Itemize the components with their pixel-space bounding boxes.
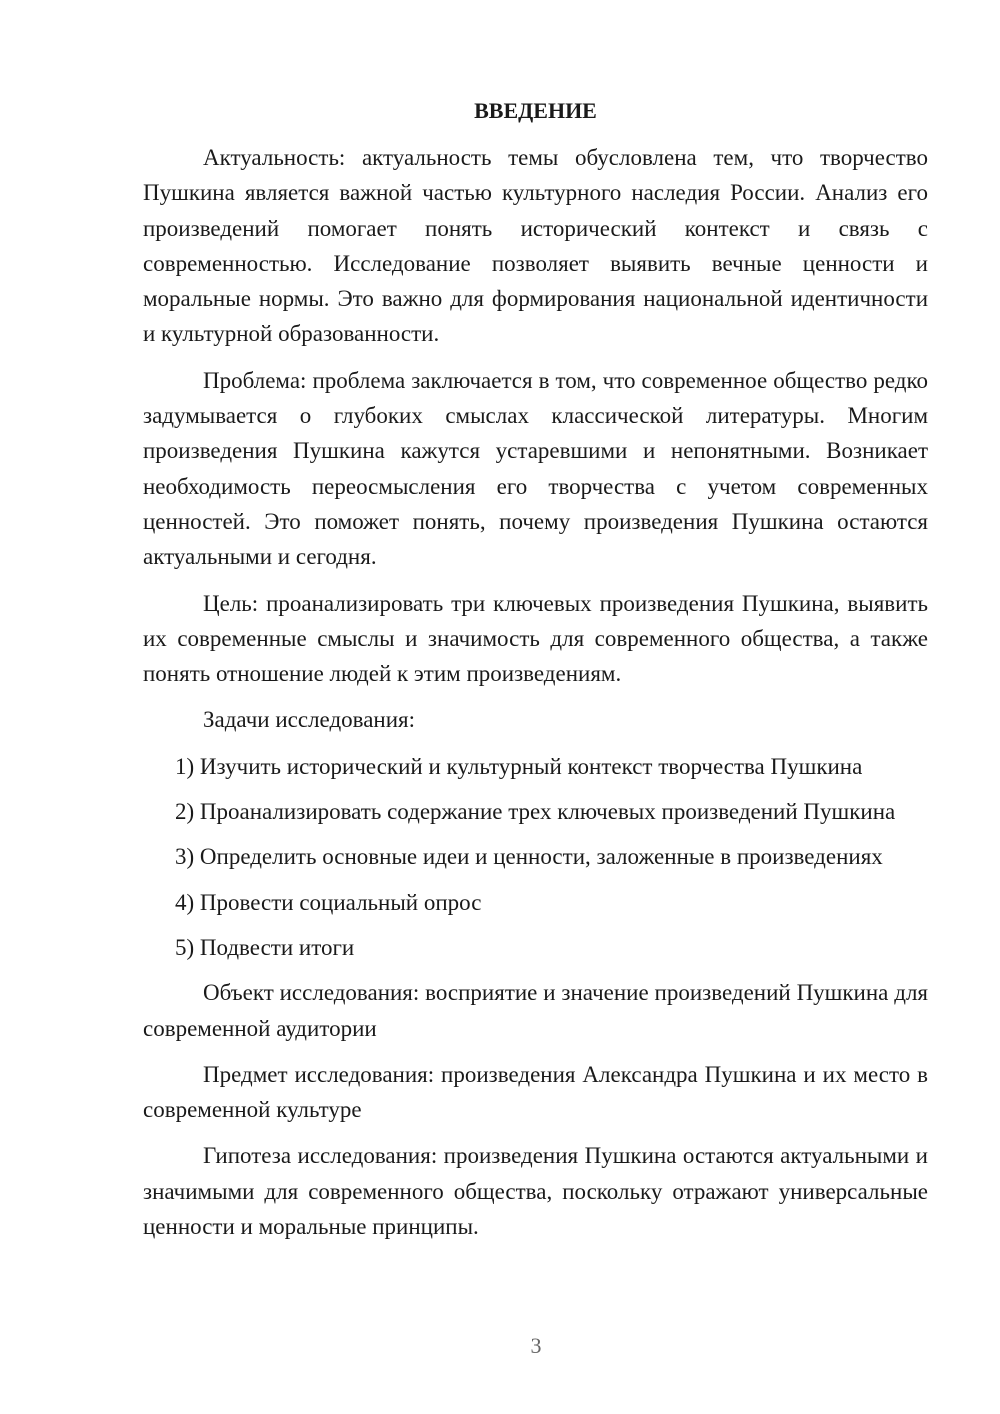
object-paragraph: Объект исследования: восприятие и значение произведений Пушкина для современной аудитории [143,980,928,1041]
section-heading: ВВЕДЕНИЕ [474,98,597,123]
task-item-2: 2) Проанализировать содержание трех ключевых произведений Пушкина [175,799,896,825]
task-item-4: 4) Провести социальный опрос [175,889,482,915]
task-item-3: 3) Определить основные идеи и ценности, заложенные в произведениях [175,844,883,870]
task-item-5: 5) Подвести итоги [175,934,355,960]
goal-paragraph: Цель: проанализировать три ключевых произведения Пушкина, выявить их современные смыслы и значимость для современного общества, а также понять отношение людей к этим произведениям. [143,590,928,687]
page-number: 3 [530,1333,542,1358]
hypothesis-paragraph: Гипотеза исследования: произведения Пушкина остаются актуальными и значимыми для современного общества, поскольку отражают универсальные ценности и моральные принципы. [143,1143,928,1240]
problem-paragraph: Проблема: проблема заключается в том, что современное общество редко задумывается о глубоких смыслах классической литературы. Многим произведения Пушкина кажутся устаревшими и непонятными. Возникает необходимость переосмысления его творчества с учетом современных ценностей. Это поможет понять, почему произведения Пушкина остаются актуальными и сегодня. [143,367,928,570]
tasks-heading: Задачи исследования: [203,707,416,733]
task-item-1: 1) Изучить исторический и культурный контекст творчества Пушкина [175,753,863,779]
relevance-paragraph: Актуальность: актуальность темы обусловлена тем, что творчество Пушкина является важной частью культурного наследия России. Анализ его произведений помогает понять исторический контекст и связь с современностью. Исследование позволяет выявить вечные ценности и моральные нормы. Это важно для формирования национальной идентичности и культурной образованности. [143,145,928,347]
subject-paragraph: Предмет исследования: произведения Александра Пушкина и их место в современной культуре [143,1061,928,1123]
page-content [143,93,928,1255]
